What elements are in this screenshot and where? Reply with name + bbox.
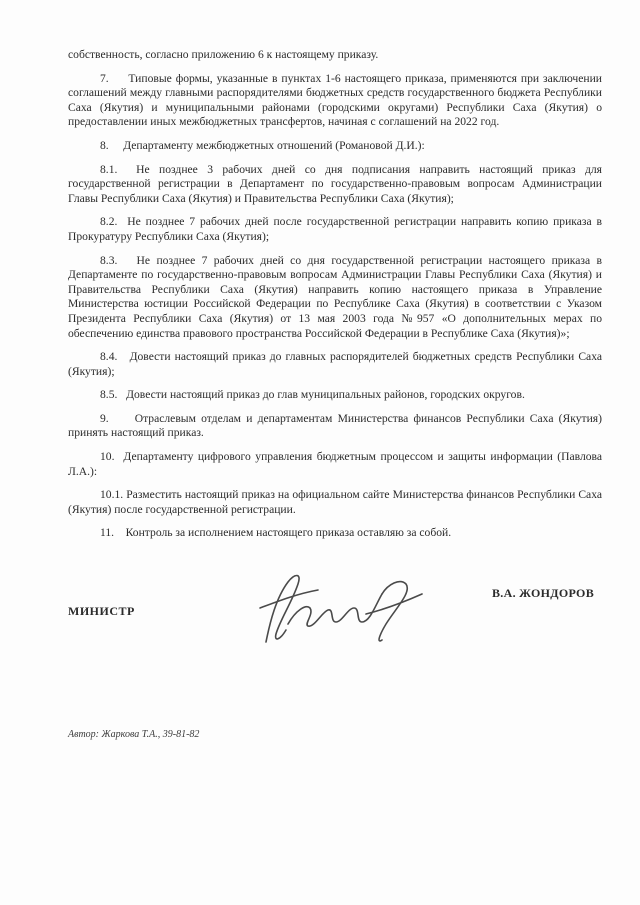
signature-block	[68, 582, 602, 652]
paragraph-10: 10. Департаменту цифрового управления бюджетным процессом и защиты информации (Павлова Л.А.):	[68, 450, 602, 478]
paragraph-8: 8. Департаменту межбюджетных отношений (Романовой Д.И.):	[100, 138, 425, 152]
paragraph-8-1: 8.1. Не позднее 3 рабочих дней со дня подписания направить настоящий приказ для государственной регистрации в Департамент по государственно-правовым вопросам Администрации Главы Республики Саха (Якутия) и Правительства Республики Саха (Якутия);	[68, 162, 602, 205]
paragraph-8-3: 8.3. Не позднее 7 рабочих дней со дня государственной регистрации настоящего приказа в Департаменте по государственно-правовым вопросам Администрации Главы Республики Саха (Якутия) и Правительства Республики Саха (Якутия) направить копию настоящего приказа в Управление Министерства юстиции Российской Федерации по Республике Саха (Якутия) в соответствии с Указом Президента Республики Саха (Якутия) от 13 мая 2003 года №957 «О дополнительных мерах по обеспечению единства правового пространства Российской Федерации в Республике Саха (Якутия)»;	[68, 253, 602, 340]
paragraph-8-4: 8.4. Довести настоящий приказ до главных распорядителей бюджетных средств Республики Саха (Якутия);	[68, 350, 602, 378]
handwritten-signature	[236, 564, 436, 654]
position-title: МИНИСТР	[68, 604, 135, 618]
signatory-name: В.А. ЖОНДОРОВ	[492, 586, 594, 600]
paragraph-7: 7. Типовые формы, указанные в пунктах 1-6 настоящего приказа, применяются при заключении соглашений между главными распорядителями бюджетных средств государственного бюджета Республики Саха (Якутия) и муниципальными районами (городскими округами) Республики Саха (Якутия) о предоставлении иных межбюджетных трансфертов, начиная с соглашений на 2022 год.	[68, 71, 602, 129]
paragraph-10-1: 10.1. Разместить настоящий приказ на официальном сайте Министерства финансов Республики Саха (Якутия) после государственной регистрации.	[68, 488, 602, 516]
document-body	[68, 48, 602, 541]
paragraph-9: 9. Отраслевым отделам и департаментам Министерства финансов Республики Саха (Якутия) принять настоящий приказ.	[68, 411, 602, 440]
paragraph-11: 11. Контроль за исполнением настоящего приказа оставляю за собой.	[100, 526, 452, 540]
author-note: Автор: Жаркова Т.А., 39-81-82	[68, 729, 200, 740]
paragraph-8-5: 8.5. Довести настоящий приказ до глав муниципальных районов, городских округов.	[100, 388, 525, 402]
paragraph-8-2: 8.2. Не позднее 7 рабочих дней после государственной регистрации направить копию приказа в Прокуратуру Республики Саха (Якутия);	[68, 215, 602, 243]
paragraph-continuation: собственность, согласно приложению 6 к настоящему приказу.	[68, 48, 379, 61]
